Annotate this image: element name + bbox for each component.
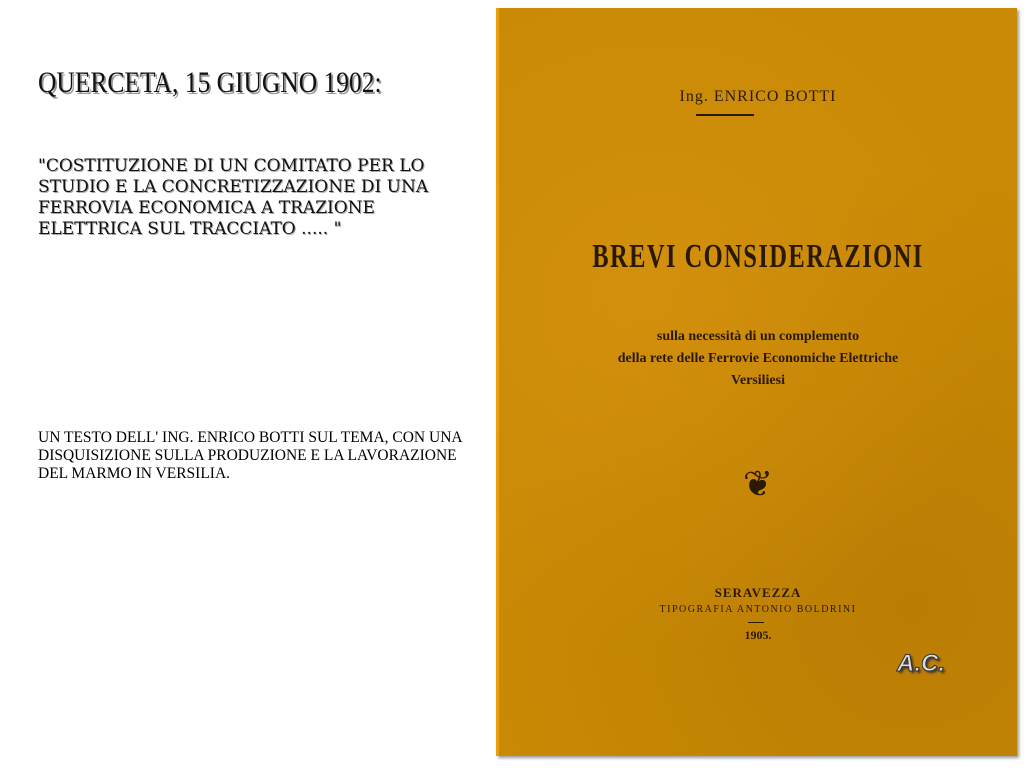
slide-title: QUERCETA, 15 GIUGNO 1902: <box>38 66 382 99</box>
slide-quote: "COSTITUZIONE DI UN COMITATO PER LO STUDIO E LA CONCRETIZZAZIONE DI UNA FERROVIA ECONOMICA A TRAZIONE ELETTRICA SUL TRACCIATO ..... " <box>38 156 429 239</box>
cover-divider <box>696 114 754 116</box>
cover-subtitle <box>499 326 1017 392</box>
cover-year: 1905. <box>744 628 772 642</box>
ornament-icon: ❦ <box>742 464 774 504</box>
slide-note: UN TESTO DELL' ING. ENRICO BOTTI SUL TEMA, CON UNA DISQUISIZIONE SULLA PRODUZIONE E LA LAVORAZIONE DEL MARMO IN VERSILIA. <box>38 429 462 482</box>
cover-title: BREVI CONSIDERAZIONI <box>592 238 924 275</box>
book-cover-image <box>496 8 1017 756</box>
cover-subtitle-line: della rete delle Ferrovie Economiche Elettriche <box>617 351 899 366</box>
cover-subtitle-line: Versiliesi <box>731 373 785 388</box>
cover-dash <box>748 622 764 623</box>
watermark: A.C. <box>897 650 945 677</box>
cover-subtitle-line: sulla necessità di un complemento <box>656 329 860 344</box>
cover-printer: TIPOGRAFIA ANTONIO BOLDRINI <box>659 604 857 615</box>
cover-place: SERAVEZZA <box>714 585 802 600</box>
cover-author: Ing. ENRICO BOTTI <box>679 88 837 105</box>
